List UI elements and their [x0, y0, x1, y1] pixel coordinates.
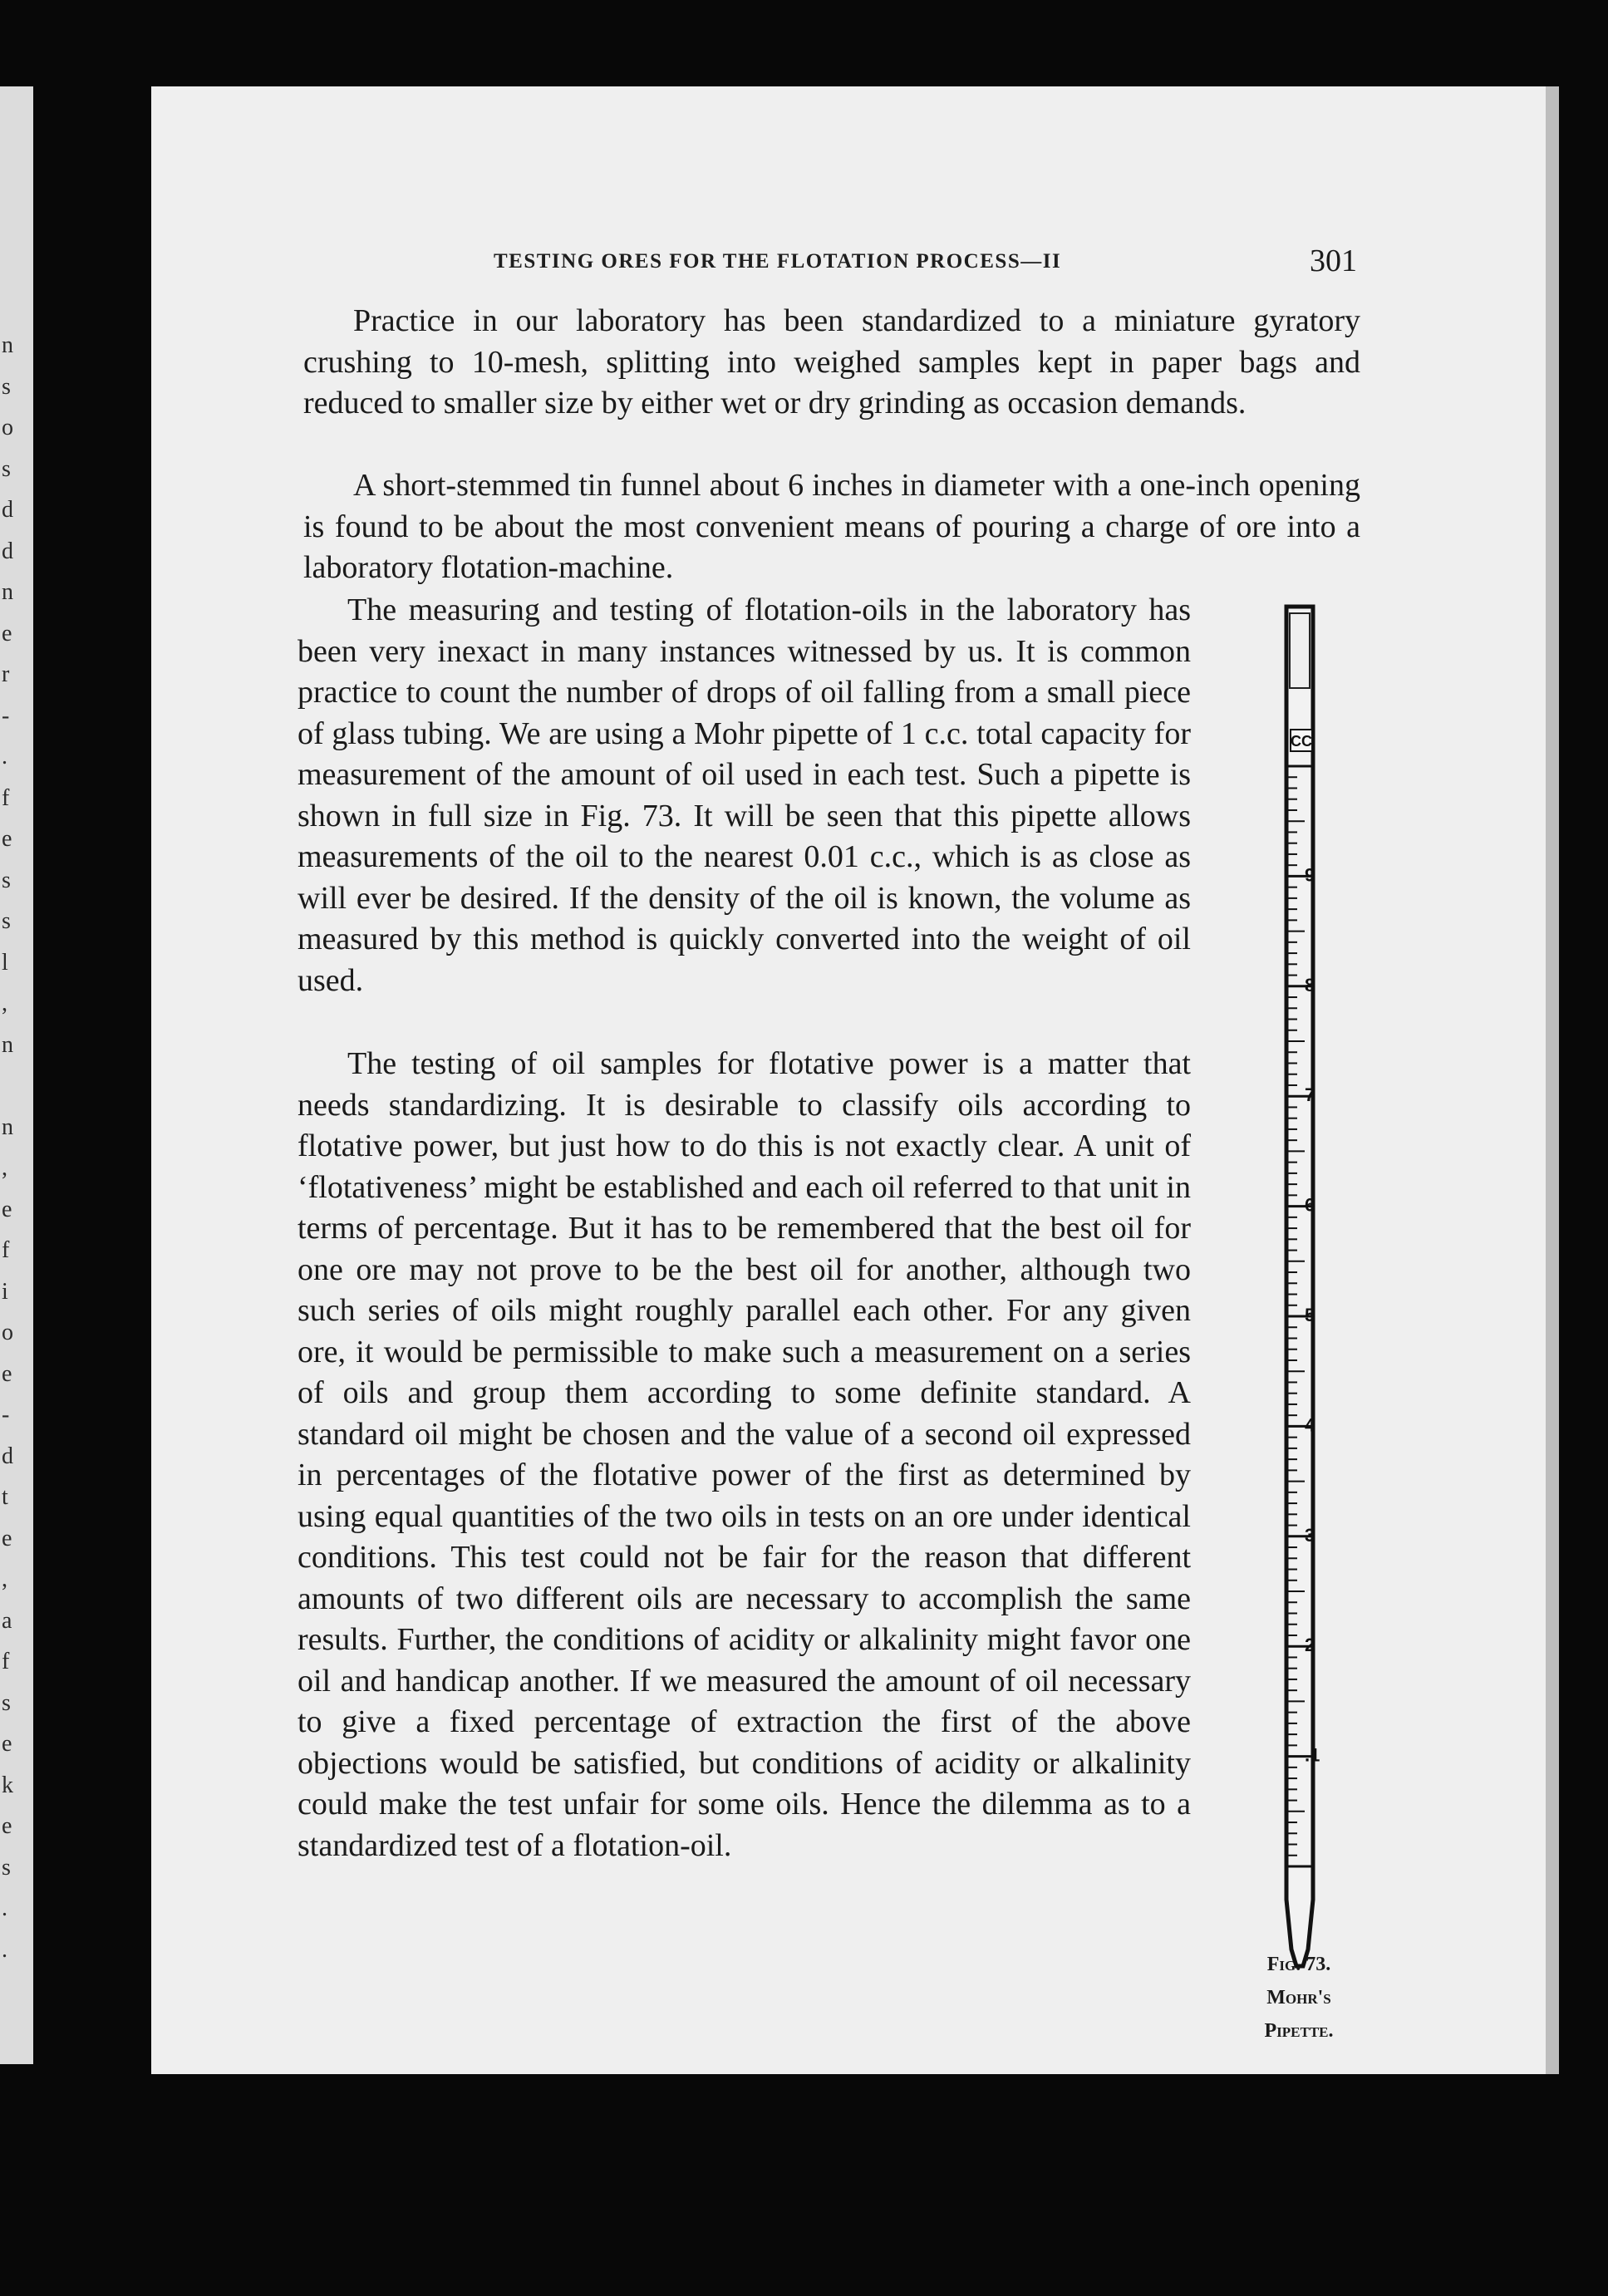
left-page-fragment: i	[2, 1278, 8, 1305]
left-page-fragment: .	[2, 744, 7, 769]
page-edge-shadow	[1546, 86, 1559, 2074]
scale-label: .1	[1305, 1744, 1320, 1766]
left-page-fragment: d	[2, 497, 13, 523]
mohr-pipette-figure	[1253, 603, 1345, 1973]
left-page-fragment: n	[2, 1031, 13, 1058]
left-page-fragment: f	[2, 1237, 10, 1263]
caption-title-line2: Pipette.	[1264, 2020, 1334, 2042]
paragraph-measuring-oils: The measuring and testing of flotation-oils in the laboratory has been very inexact in many instances witnessed by us. It is common practice to count the number of drops of oil falling from a small piece of glass tubing. We are using a Mohr pipette of 1 c.c. total capacity for measurement of the amount of oil used in each test. Such a pipette is shown in full size in Fig. 73. It will be seen that this pipette allows measurements of the oil to the nearest 0.01 c.c., which is as close as will ever be desired. If the density of the oil is known, the volume as measured by this method is quickly converted into the weight of oil used.	[298, 592, 1191, 998]
left-page-fragment: s	[2, 373, 11, 400]
scale-label: 2	[1305, 1635, 1315, 1656]
scale-label: 4	[1305, 1414, 1315, 1436]
left-page-fragment: -	[2, 1402, 10, 1428]
left-page-fragment: ,	[2, 1566, 7, 1592]
left-page-fragment: l	[2, 949, 8, 976]
left-page-fragment: s	[2, 908, 11, 934]
left-page-fragment: n	[2, 332, 13, 358]
pipette-illustration	[1253, 603, 1345, 1973]
left-page-fragment: t	[2, 1484, 8, 1510]
left-page-fragment: e	[2, 1731, 12, 1757]
left-page-fragment: s	[2, 1854, 11, 1881]
left-page-fragment: e	[2, 1813, 12, 1839]
left-page-fragment: f	[2, 1649, 10, 1674]
left-page-fragment: d	[2, 538, 13, 564]
left-page-fragment: o	[2, 415, 13, 440]
left-page-fragment: .	[2, 1895, 7, 1921]
left-page-fragment: r	[2, 661, 10, 687]
paragraph-funnel: A short-stemmed tin funnel about 6 inches in diameter with a one-inch opening is found to be about the most convenient means of pouring a charge of ore into a laboratory flotation-machine.	[303, 468, 1360, 585]
left-page-fragment: .	[2, 1936, 7, 1963]
previous-page-edge	[0, 86, 33, 2064]
scale-label: 9	[1305, 864, 1315, 886]
scale-label: 8	[1305, 974, 1315, 996]
figure-caption	[1228, 1948, 1370, 2048]
scale-label: 6	[1305, 1194, 1315, 1216]
scale-label: 3	[1305, 1524, 1315, 1546]
left-page-fragment: e	[2, 1360, 12, 1387]
left-page-fragment: e	[2, 620, 12, 647]
left-page-fragment: n	[2, 1114, 13, 1140]
left-page-fragment: ,	[2, 1155, 7, 1181]
paragraph-testing-oils: The testing of oil samples for flotative power is a matter that needs standardizing. It is desirable to classify oils according to flotative power, but just how to do this is not exactly clear. A unit of ‘flotativeness’ might be established and each oil referred to that unit in terms of percentage. But it has to be remembered that the best oil for one ore may not prove to be the best oil for another, although two such series of oils might roughly parallel each other. For any given ore, it would be permissible to make such a measurement on a series of oils and group them according to some definite standard. A standard oil might be chosen and the value of a second oil expressed in percentages of the flotative power of the first as determined by using equal quantities of the two oils in tests on an ore under identical conditions. This test could not be fair for the reason that different amounts of two different oils are necessary to accomplish the same results. Further, the conditions of acidity or alkalinity might favor one oil and handicap another. If we measured the amount of oil necessary to give a fixed percentage of extraction the first of the above objections would be satisfied, but conditions of acidity or alkalinity could make the test unfair for some oils. Hence the dilemma as to a standardized test of a flotation-oil.	[298, 1046, 1191, 1863]
left-page-fragment: f	[2, 784, 10, 811]
paragraph-crushing: Practice in our laboratory has been standardized to a miniature gyratory crushing to 10-mesh, splitting into weighed samples kept in paper bags and reduced to smaller size by either wet or dry grinding as occasion demands.	[303, 303, 1360, 420]
page-number: 301	[1310, 243, 1357, 278]
cc-label: CC	[1291, 733, 1312, 750]
scale-label: 7	[1305, 1084, 1315, 1106]
pipette-top-bulb	[1290, 613, 1310, 688]
left-page-fragment: k	[2, 1772, 13, 1798]
left-page-fragment: e	[2, 826, 12, 852]
caption-figure-number: Fig. 73.	[1266, 1954, 1331, 1975]
left-page-fragment: -	[2, 702, 10, 729]
running-header: TESTING ORES FOR THE FLOTATION PROCESS—II	[494, 250, 1062, 273]
left-page-fragment: s	[2, 455, 11, 482]
left-page-fragment: n	[2, 579, 13, 605]
caption-title-line1: Mohr's	[1266, 1987, 1331, 2008]
left-page-fragment: s	[2, 1689, 11, 1716]
left-page-fragment: o	[2, 1320, 13, 1345]
left-page-fragment: e	[2, 1196, 12, 1222]
left-page-fragment: s	[2, 867, 11, 893]
scale-label: 5	[1305, 1305, 1315, 1325]
left-page-fragment: ,	[2, 991, 7, 1016]
left-page-fragment: a	[2, 1607, 12, 1634]
left-page-fragment: e	[2, 1525, 12, 1551]
left-page-fragment: d	[2, 1443, 13, 1469]
